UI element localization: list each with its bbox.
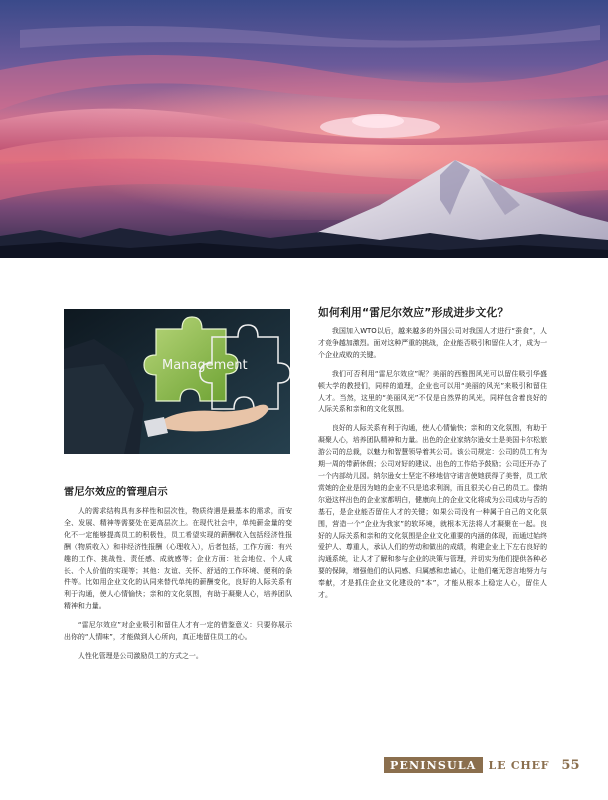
footer-brand-secondary: LE CHEF	[488, 758, 550, 772]
left-paragraph-3: 人性化管理是公司激励员工的方式之一。	[77, 651, 203, 660]
right-paragraph-1: 我国加入WTO以后，越来越多的外国公司对我国人才进行“蚕食”，人才竞争越加激烈。面对这种严重的挑战，企业能否吸引和留住人才，成为一个企业成败的关键。	[318, 327, 547, 359]
footer-brand-bar	[384, 757, 483, 773]
left-paragraph-2: “雷尼尔效应”对企业吸引和留住人才有一定的借鉴意义：只要你展示出你的“人情味”，才能做到人心所向，真正地留住员工的心。	[64, 621, 292, 642]
management-puzzle-photo	[64, 309, 290, 454]
page-footer	[384, 756, 608, 774]
page-number: 55	[561, 757, 580, 773]
figure-text: Management	[162, 358, 248, 373]
right-paragraph-2: 我们可否利用“雷尼尔效应”呢？美丽的西雅图风光可以留住吸引华盛顿大学的教授们，同样的道理，企业也可以用“美丽的风光”来吸引和留住人才。当然，这里的“美丽风光”不仅是自然界的风光，同样包含着良好的人际关系和亲和的文化氛围。	[318, 369, 547, 414]
left-column	[64, 486, 292, 663]
right-heading: 如何利用“雷尼尔效应”形成进步文化？	[318, 306, 509, 319]
left-paragraph-1: 人的需求结构具有多样性和层次性，物质待遇是最基本的需求，而安全、发展、精神等需要处在更高层次上。在现代社会中，单纯薪金量的变化不一定能够提高员工的积极性，员工希望实现的薪酬收入包括经济性报酬（物质收入）和非经济性报酬（心理收入），后者包括，工作方面：有兴趣的工作、挑战性、责任感、成就感等；企业方面：社会地位、个人成长、个人价值的实现等；其他：友谊、关怀、舒适的工作环境、便利的条件等。比如用企业文化的认同来替代单纯的薪酬变化，良好的人际关系有利于沟通，使人心情愉快；亲和的文化氛围，有助于凝聚人心，培养团队精神和力量。	[64, 507, 292, 611]
hero-mountain-image	[0, 0, 608, 258]
right-paragraph-3: 良好的人际关系有利于沟通，使人心情愉快；亲和的文化氛围，有助于凝聚人心，培养团队精神和力量。出色的企业家纳尔逊女士是美国卡尔松旅游公司的总裁，以魅力和智慧领导着其公司。该公司规定：公司的员工有为期一周的带薪休假；公司对好的建议、出色的工作给予鼓励；公司还开办了一个内部幼儿园。纳尔逊女士坚定不移地信守诺言使她获得了美誉，员工欣赏她的企业是因为她的企业不只是追求利润，而且很关心自己的员工。像纳尔逊这样出色的企业家都明白，健康向上的企业文化将成为公司成功与否的基石，是企业能否留住人才的关键；如果公司没有一种属于自己的文化氛围，营造一个“企业为我家”的软环境，就根本无法将人才凝聚在一起。良好的人际关系和亲和的文化氛围是企业文化重要的内涵的体现，而通过始终爱护人、尊重人，承认人们的劳动和做出的成绩，构建企业上下左右良好的沟通系统，让人才了解和参与企业的决策与管理，并切实为他们提供各种必要的保障，增强他们的认同感、归属感和忠诚心，让他们毫无怨言地努力与奉献，才是抓住企业文化建设的“本”，才能从根本上稳定人心，留住人才。	[318, 424, 547, 600]
right-column	[318, 306, 547, 602]
left-heading: 雷尼尔效应的管理启示	[64, 487, 168, 498]
footer-brand: PENINSULA	[390, 758, 477, 772]
